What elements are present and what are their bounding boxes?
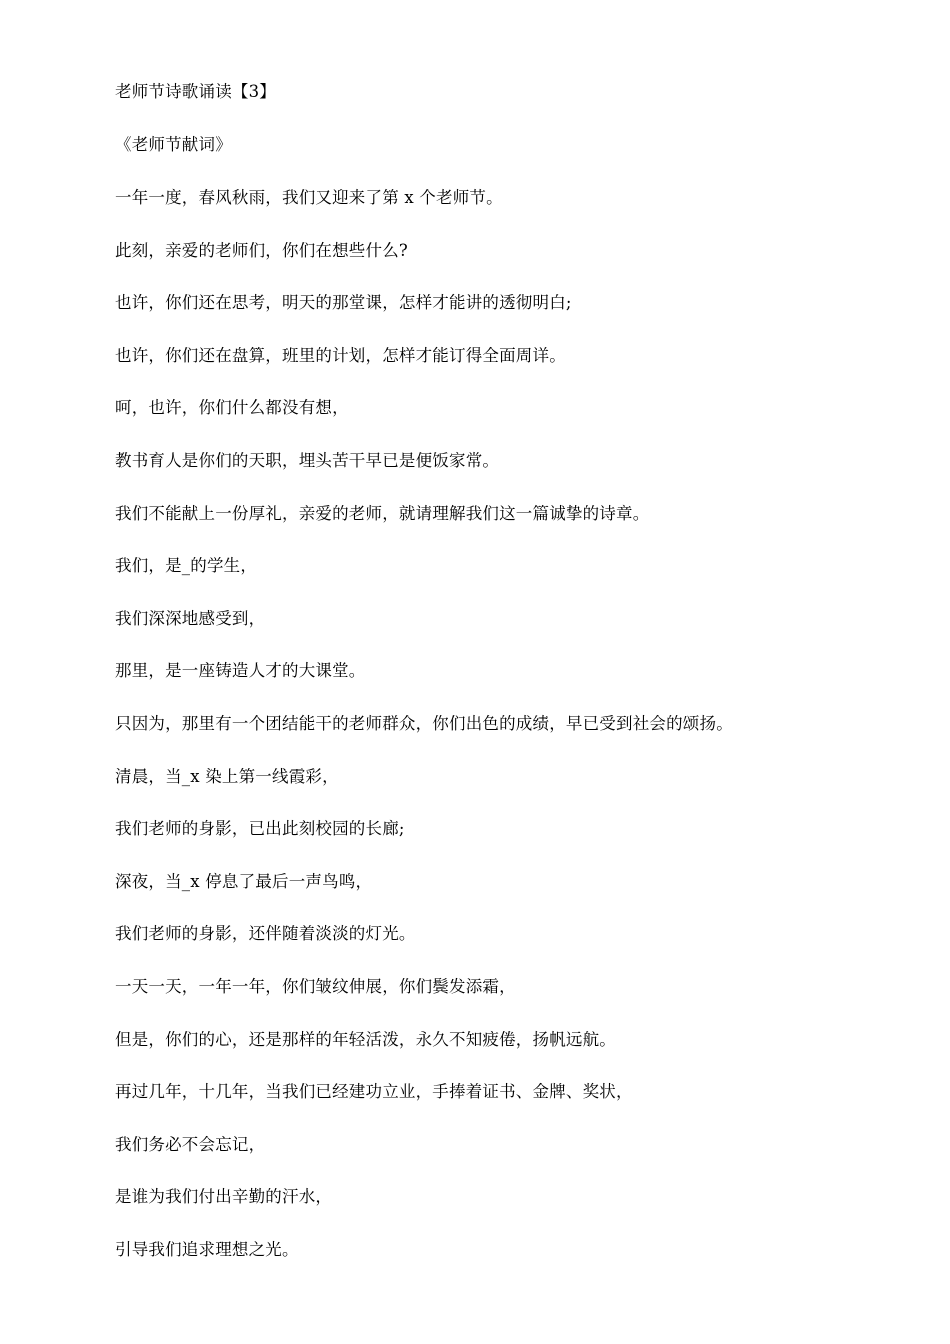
poem-line: 一年一度，春风秋雨，我们又迎来了第 x 个老师节。 — [115, 188, 503, 207]
poem-line: 是谁为我们付出辛勤的汗水， — [115, 1187, 333, 1206]
poem-line: 我们，是_的学生， — [115, 556, 258, 575]
poem-line: 但是，你们的心，还是那样的年轻活泼，永久不知疲倦，扬帆远航。 — [115, 1030, 616, 1049]
poem-line: 只因为，那里有一个团结能干的老师群众，你们出色的成绩，早已受到社会的颂扬。 — [115, 714, 733, 733]
document-heading: 老师节诗歌诵读【3】 — [115, 82, 276, 101]
poem-line: 一天一天，一年一年，你们皱纹伸展，你们鬓发添霜， — [115, 977, 516, 996]
poem-line: 那里，是一座铸造人才的大课堂。 — [115, 661, 366, 680]
poem-line: 我们不能献上一份厚礼，亲爱的老师，就请理解我们这一篇诚挚的诗章。 — [115, 504, 650, 523]
poem-title: 《老师节献词》 — [115, 135, 232, 154]
poem-line: 也许，你们还在盘算，班里的计划，怎样才能订得全面周详。 — [115, 346, 566, 365]
poem-line: 我们老师的身影，已出此刻校园的长廊; — [115, 819, 405, 838]
poem-line: 我们老师的身影，还伴随着淡淡的灯光。 — [115, 924, 416, 943]
poem-line: 深夜，当_x 停息了最后一声鸟鸣， — [115, 872, 373, 891]
poem-line: 引导我们追求理想之光。 — [115, 1240, 299, 1259]
poem-line: 再过几年，十几年，当我们已经建功立业，手捧着证书、金牌、奖状， — [115, 1082, 633, 1101]
poem-line: 清晨，当_x 染上第一线霞彩， — [115, 767, 339, 786]
poem-line: 我们务必不会忘记， — [115, 1135, 266, 1154]
poem-line: 也许，你们还在思考，明天的那堂课，怎样才能讲的透彻明白; — [115, 293, 572, 312]
poem-line: 教书育人是你们的天职，埋头苦干早已是便饭家常。 — [115, 451, 500, 470]
poem-line: 呵，也许，你们什么都没有想， — [115, 398, 349, 417]
poem-line: 我们深深地感受到， — [115, 609, 266, 628]
poem-line: 此刻，亲爱的老师们，你们在想些什么? — [115, 241, 408, 260]
